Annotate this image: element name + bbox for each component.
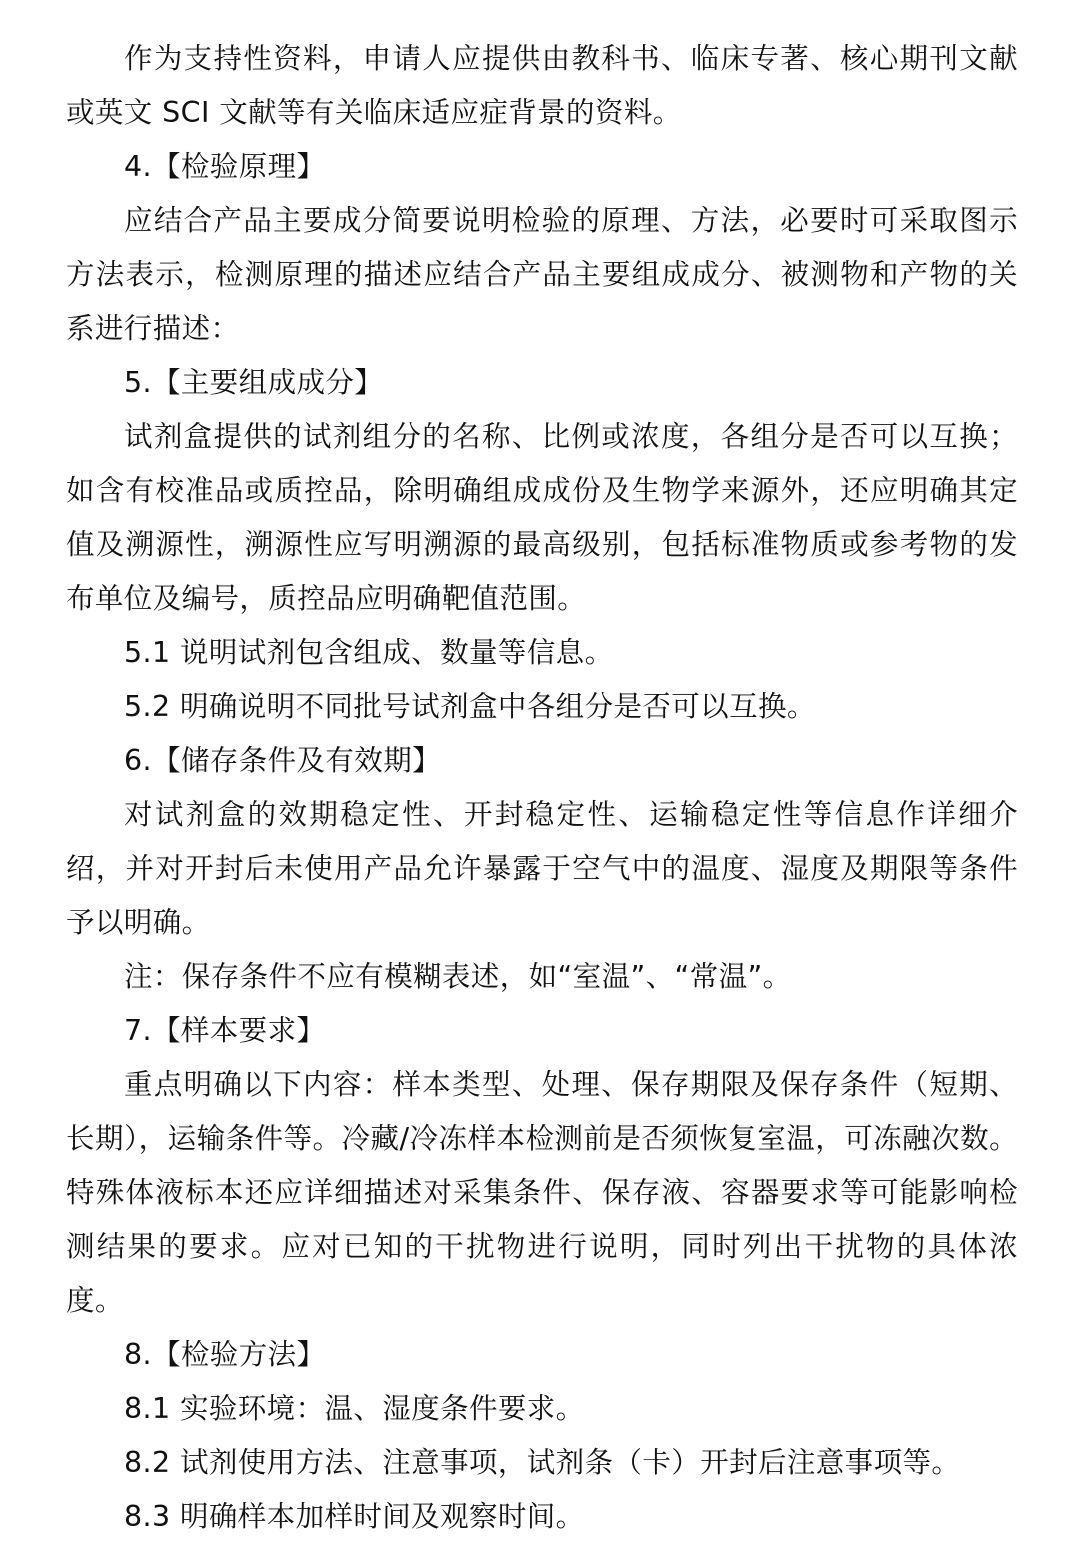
- note-storage: 注：保存条件不应有模糊表述，如“室温”、“常温”。: [124, 960, 792, 993]
- para-test-principle: 应结合产品主要成分简要说明检验的原理、方法，必要时可采取图示方法表示，检测原理的描述应结合产品主要组成成分、被测物和产物的关系进行描述：: [66, 204, 1018, 345]
- heading-4-test-principle: 4.【检验原理】: [124, 150, 326, 183]
- para-storage: 对试剂盒的效期稳定性、开封稳定性、运输稳定性等信息作详细介绍，并对开封后未使用产品允许暴露于空气中的温度、湿度及期限等条件予以明确。: [66, 798, 1018, 939]
- item-8-3: 8.3 明确样本加样时间及观察时间。: [124, 1500, 585, 1533]
- item-5-1: 5.1 说明试剂包含组成、数量等信息。: [124, 636, 614, 669]
- para-supporting-materials: 作为支持性资料，申请人应提供由教科书、临床专著、核心期刊文献或英文 SCI 文献等有关临床适应症背景的资料。: [66, 42, 1018, 129]
- heading-7-sample: 7.【样本要求】: [124, 1014, 326, 1047]
- item-5-2: 5.2 明确说明不同批号试剂盒中各组分是否可以互换。: [124, 690, 816, 723]
- heading-5-main-components: 5.【主要组成成分】: [124, 366, 384, 399]
- para-main-components: 试剂盒提供的试剂组分的名称、比例或浓度，各组分是否可以互换；如含有校准品或质控品，除明确组成成份及生物学来源外，还应明确其定值及溯源性，溯源性应写明溯源的最高级别，包括标准物质或参考物的发布单位及编号，质控品应明确靶值范围。: [66, 420, 1018, 615]
- heading-6-storage: 6.【储存条件及有效期】: [124, 744, 441, 777]
- item-8-1: 8.1 实验环境：温、湿度条件要求。: [124, 1392, 585, 1425]
- document-body: [66, 32, 1018, 1544]
- item-8-2: 8.2 试剂使用方法、注意事项，试剂条（卡）开封后注意事项等。: [124, 1446, 961, 1479]
- para-sample: 重点明确以下内容：样本类型、处理、保存期限及保存条件（短期、长期），运输条件等。冷藏/冷冻样本检测前是否须恢复室温，可冻融次数。特殊体液标本还应详细描述对采集条件、保存液、容器要求等可能影响检测结果的要求。应对已知的干扰物进行说明，同时列出干扰物的具体浓度。: [66, 1068, 1018, 1317]
- heading-8-test-method: 8.【检验方法】: [124, 1338, 326, 1371]
